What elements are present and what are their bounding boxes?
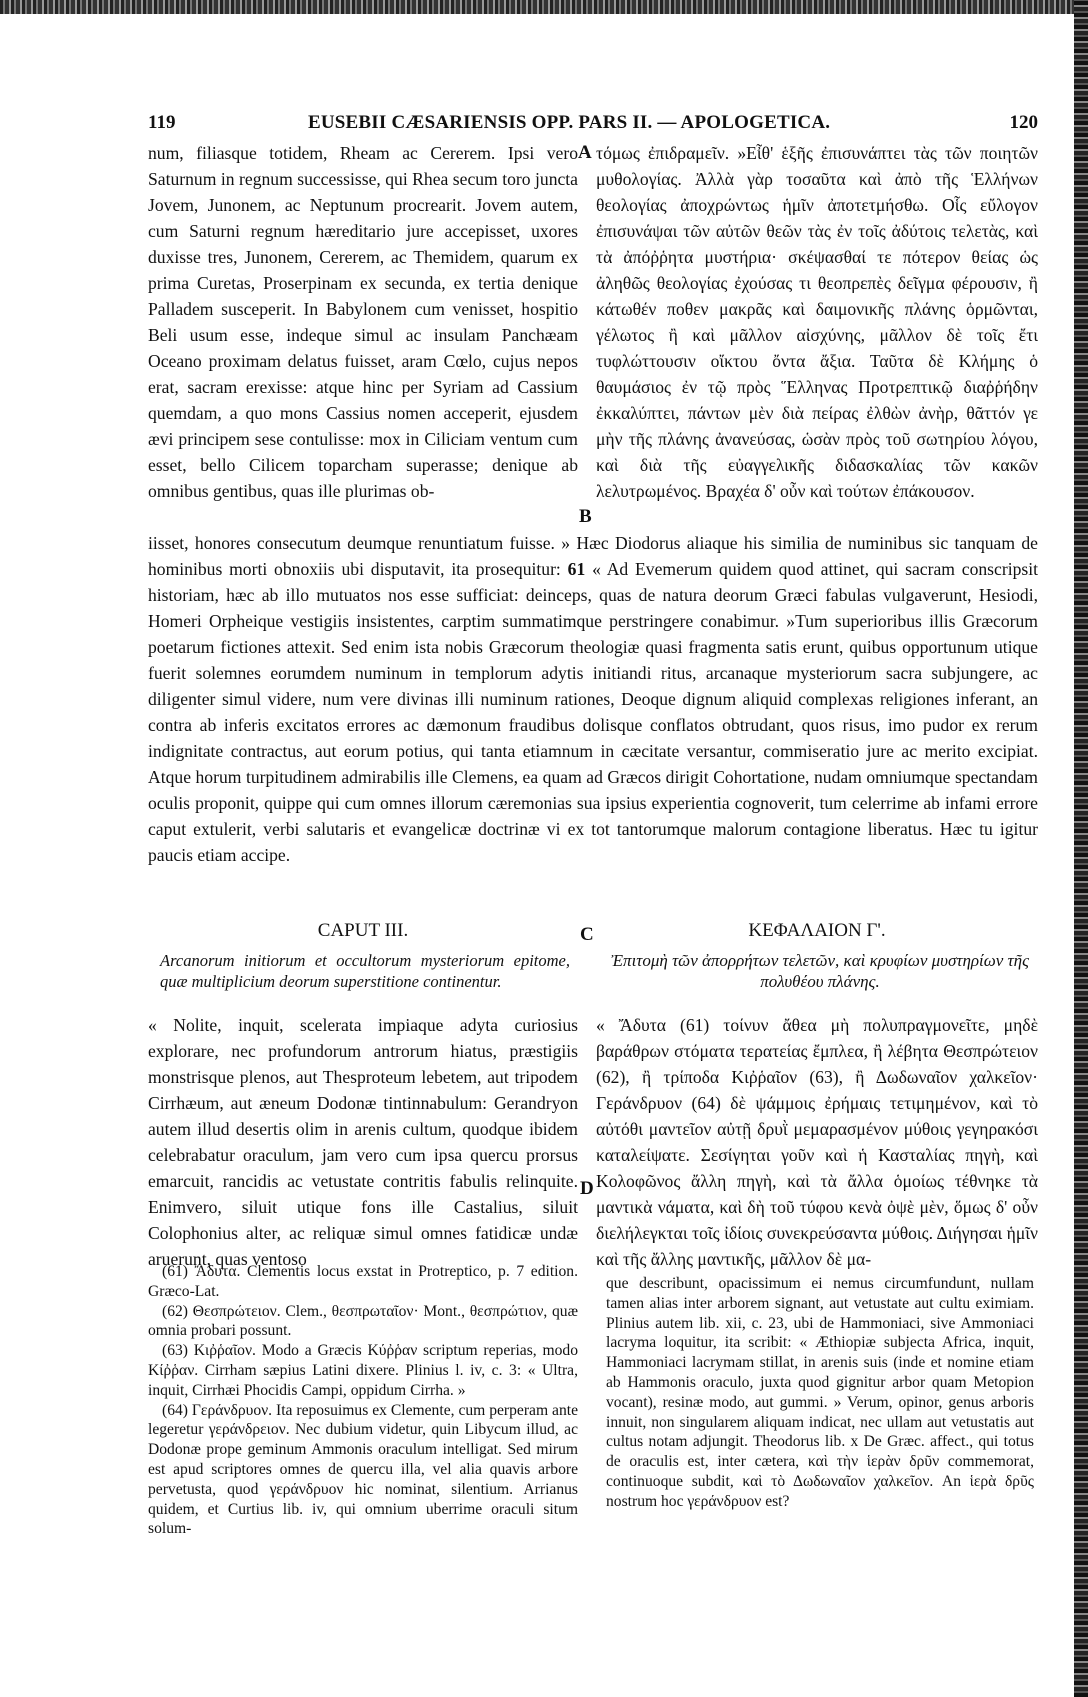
chapter-heading-latin: CAPUT III. bbox=[317, 920, 409, 941]
footnote-continuation: que describunt, opacissimum ei nemus circumfundunt, nullam tamen alias inter arborem signant, aut vetustate aut cultu eximiam. Plinius autem lib. xii, c. 23, ubi de Hammoniaci, sive Ammoniaci lacryma loquitur, ita scribit: « Æthiopiæ subjecta Africa, inquit, Hammoniaci lacrymam stillat, in arenis suis (inde et nomine etiam ab Hammonis oraculo, juxta quod gignitur arbor quam Metopion vocant), resinæ modo, aut gummi. » Verum, opinor, genus arboris innuit, non singularem aliquam indicat, nec ullam aut vetustatis aut cultus notam adjungit. Theodorus lib. x De Græc. affect., qui totus de oraculis est, inter cætera, καὶ τὴν ἱερὰν δρῦν commemorat, continuoque subdit, καὶ τὸ Δωδωναῖον χαλκεῖον. An ἱερὰ δρῦς nostrum hoc γεράνδρυον est? bbox=[606, 1275, 1034, 1510]
greek-paragraph: τόμως ἐπιδραμεῖν. »Εἶθ' ἑξῆς ἐπισυνάπτει τὰς τῶν ποιητῶν μυθολογίας. Ἀλλὰ γὰρ τοσαῦτα καὶ ἀπὸ τῆς Ἑλλήνων θεολογίας ἀποχρώντως ἡμῖν ἀποτετμήσθω. Οἷς εὔλογον ἐπισυνάψαι τῶν αὐτῶν θεῶν τὰς ἐν τοῖς ἀδύτοις τελετὰς, καὶ τὰ ἀπόῤῥητα μυστήρια· σκέψασθαί τε πότερον θείας ὡς ἀληθῶς θεολογίας ἐχούσας τι θεοπρεπὲς δεῖγμα φέρουσιν, ἢ κάτωθέν ποθεν μακρᾶς καὶ δαιμονικῆς πλάνης ὁρμῶνται, γέλωτος ἢ καὶ μᾶλλον αἰσχύνης, μᾶλλον δὲ τοῖς ἔτι τυφλώττουσιν οἴκτου ὄντα ἄξια. Ταῦτα δὲ Κλήμης ὁ θαυμάσιος ἐν τῷ πρὸς Ἕλληνας Προτρεπτικῷ διαῤῥήδην ἐκκαλύπτει, πάντων μὲν διὰ πείρας ἐλθὼν ἀνὴρ, θᾶττόν γε μὴν τῆς πλάνης ἀνανεύσας, ὡσὰν πρὸς τοῦ σωτηρίου λόγου, καὶ διὰ τῆς εὐαγγελικῆς διδασκαλίας τῶν κακῶν λελυτρωμένος. Βραχέα δ' οὖν καὶ τούτων ἐπάκουσον. bbox=[596, 143, 1038, 501]
full-width-text bbox=[148, 530, 1038, 900]
column-marker-b: B bbox=[579, 506, 592, 527]
column-marker-c: C bbox=[580, 924, 594, 945]
paragraph-rest: « Ad Evemerum quidem quod attinet, qui sacram conscripsit historiam, hæc ab illo mutuatos nos esse sufficiat: deinceps, quas de natura deorum Græci fabulas vulgaverunt, Hesiodi, Homeri Orpheique vestigiis insistentes, carptim summatimque perstringere conabimur. »Tum superioribus illis Græcorum poetarum fictiones attexit. Sed enim ista nobis Græcorum theologiæ quasi fragmenta satis erunt, quibus opportunum utique fuerit solemnes eorumdem numinum in templorum adytis initiandi ritus, arcanaque mysteriorum sacra subjungere, ac diligenter simul videre, num vere divinas illi numinum rationes, Deoque dignum aliquid complexas religiones inferant, an contra ab inferis excitatos errores ac dæmonum fraudibus dolisque conflatos obtrudant, quos risus, imo pudor ex rerum indignitate contractus, aut eorum potius, qui tanta etiamnum in cæcitate versantur, commiseratio jure ac merito excipiat. Atque horum turpitudinem admirabilis ille Clemens, ea quam ad Græcos dirigit Cohortatione, nudam omniumque spectandam oculis proponit, quippe qui cum omnes illorum cæremonias sua ipsius experientia cognoverit, tum celerrime ab infami errore caput extulerit, verbi salutaris et evangelicæ doctrinæ vi ex tot tantorumque malorum contagione liberatus. Hæc tu igitur paucis etiam accipe. bbox=[148, 559, 1038, 865]
footnote-61: (61) Ἄδυτα. Clementis locus exstat in Protreptico, p. 7 edition. Græco-Lat. bbox=[148, 1263, 578, 1300]
page-number-right: 120 bbox=[1009, 112, 1038, 133]
latin-column-bottom bbox=[148, 1012, 578, 1269]
footnotes-left bbox=[148, 1262, 578, 1662]
chapter-summary-greek: Ἐπιτομὴ τῶν ἀπορρήτων τελετῶν, καὶ κρυφίων μυστηρίων τῆς πολυθέου πλάνης. bbox=[611, 951, 1029, 991]
chapter-heading-greek: ΚΕΦΑΛΑΙΟΝ Γ'. bbox=[748, 920, 886, 941]
footnote-62: (62) Θεσπρώτειον. Clem., θεσπρωταῖον· Mont., θεσπρώτιον, quæ omnia probari possunt. bbox=[148, 1302, 578, 1340]
greek-column-bottom bbox=[596, 1012, 1038, 1274]
footnote-63: (63) Κιῤῥαῖον. Modo a Græcis Κύῤῥαν scriptum reperias, modo Κίῤῥαν. Cirrham sæpius Latini dixere. Plinius l. iv, c. 3: « Ultra, inquit, Cirrhæi Phocidis Campi, oppidum Cirrha. » bbox=[148, 1342, 578, 1399]
latin-column-top bbox=[148, 140, 578, 560]
full-width-paragraph bbox=[148, 530, 1038, 868]
section-number: 61 bbox=[567, 559, 586, 579]
scan-edge-right bbox=[1074, 0, 1088, 1697]
latin-paragraph: num, filiasque totidem, Rheam ac Cererem. Ipsi vero Saturnum in regnum successisse, qui Rhea secum toro juncta Jovem, Junonem, ac Neptunum procrearit. Jovem autem, cum Saturni regnum hæreditario jure accepisset, uxores duxisse tres, Junonem, Cererem, ac Themidem, quarum ex prima Curetas, Proserpinam ex secunda, ex tertia denique Palladem susceperit. In Babylonem cum venisset, hospitio Beli usum esse, indeque simul ac insulam Panchæam Oceano proximam delatus fuisset, aram Cœlo, cujus nepos erat, sacram erexisse: atque hinc per Syriam ad Cassium quemdam, a quo mons Cassius nomen acceperit, ejusdem ævi principem sese contulisse: mox in Ciliciam ventum cum esset, bello Cilicem toparcham superasse; denique ab omnibus gentibus, quas ille plurimas ob- bbox=[148, 143, 578, 501]
latin-paragraph-bottom: « Nolite, inquit, scelerata impiaque adyta curiosius explorare, nec profundorum antrorum hiatus, præstigiis monstrisque plenos, aut Thesproteum lebetem, aut tripodem Cirrhæum, aut æneum Dodonæ tintinnabulum: Gerandryon autem illud desertis olim in arenis cultum, quodque ibidem celebrabatur oraculum, jam vero cum ipsa quercu prorsus emarcuit, rancidis ac vetustate contritis fabulis relinquite. Enimvero, siluit utique fons ille Castalius, siluit Colophonius alter, ac reliquæ simul omnes fatidicæ undæ aruerunt, quas ventoso bbox=[148, 1015, 578, 1269]
column-marker-d: D bbox=[580, 1178, 594, 1199]
greek-column-top bbox=[596, 140, 1038, 530]
page-number-left: 119 bbox=[148, 112, 176, 133]
greek-paragraph-bottom: « Ἄδυτα (61) τοίνυν ἄθεα μὴ πολυπραγμονεῖτε, μηδὲ βαράθρων στόματα τερατείας ἔμπλεα, ἢ λέβητα Θεσπρώτειον (62), ἢ τρίποδα Κιῤῥαῖον (63), ἢ Δωδωναῖον χαλκεῖον· Γεράνδρυον (64) δὲ ψάμμοις ἐρήμαις τετιμημένον, καὶ τὸ αὐτόθι μαντεῖον αὐτῇ δρυῒ μεμαρασμένον μύθοις γεγηρακόσι καταλείψατε. Σεσίγηται γοῦν καὶ ἡ Κασταλίας πηγὴ, καὶ Κολοφῶνος ἄλλη πηγὴ, καὶ τὰ ἄλλα ὁμοίως τέθνηκε τὰ μαντικὰ νάματα, καὶ δὴ τοῦ τύφου κενὰ ὀψὲ μὲν, ὅμως δ' οὖν διελήλεγκται τοῖς ἰδίοις συνεκρεύσαντα μύθοις. Διήγησαι ἡμῖν καὶ τῆς ἄλλης μαντικῆς, μᾶλλον δὲ μα- bbox=[596, 1015, 1038, 1269]
scan-edge-top bbox=[0, 0, 1088, 14]
paragraph-start: iisset, honores consecutum deumque renuntiatum fuisse. » Hæc Diodorus aliaque his similia de numinibus sic tanquam de hominibus morti obnoxiis ubi disputavit, ita prosequitur: bbox=[148, 533, 1038, 579]
footnotes-right bbox=[606, 1274, 1034, 1674]
running-header bbox=[148, 112, 1038, 140]
column-marker-a: A bbox=[578, 142, 592, 163]
footnote-64: (64) Γεράνδρυον. Ita reposuimus ex Clemente, cum perperam ante legeretur γεράνδρειον. Nec dubium videtur, quin Libycum illud, ac Dodonæ prope geminum Ammonis oraculum intelligat. Sed mirum est apud scriptores omnes de quercu illa, vel alia quavis arbore pervetusta, quod γεράνδρυον hic nominat, silentium. Arrianus quidem, et Curtius lib. iv, qui omnium uberrime oraculi situm solum- bbox=[148, 1401, 578, 1538]
chapter-summary-latin: Arcanorum initiorum et occultorum mysteriorum epitome, quæ multiplicium deorum superstitione continentur. bbox=[160, 951, 570, 991]
running-title: EUSEBII CÆSARIENSIS OPP. PARS II. — APOLOGETICA. bbox=[308, 112, 831, 133]
